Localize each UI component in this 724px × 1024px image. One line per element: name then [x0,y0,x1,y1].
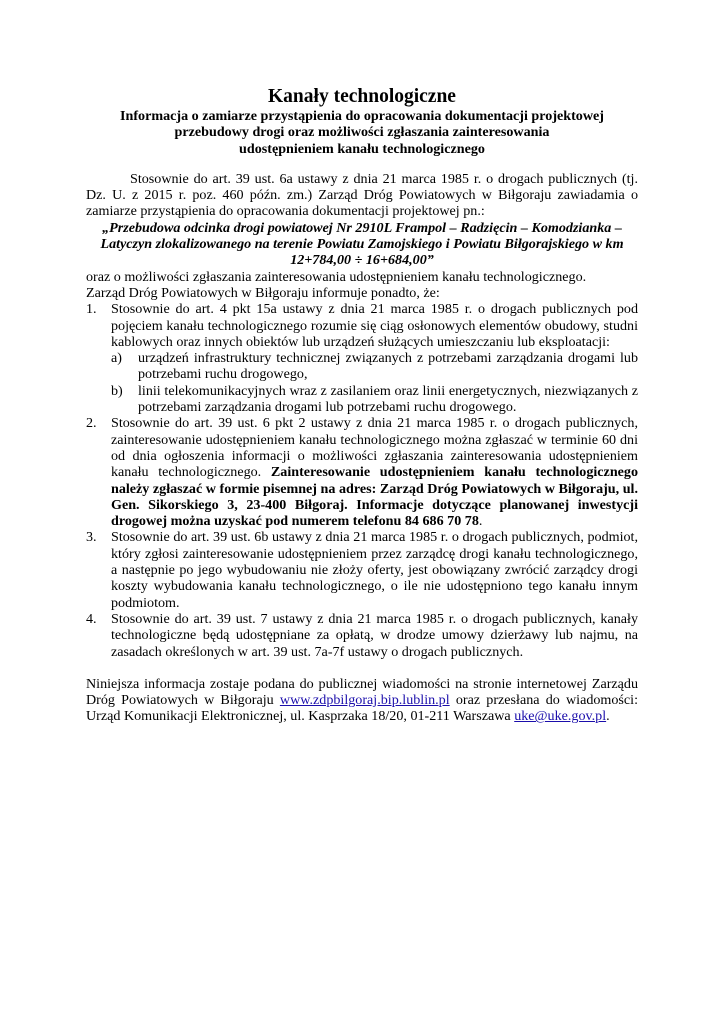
sub-item-letter: a) [111,350,122,367]
spacer [86,157,638,171]
intro-paragraph: Stosownie do art. 39 ust. 6a ustawy z dnia 21 marca 1985 r. o drogach publicznych (tj. Dz. U. z 2015 r. poz. 460 późn. zm.) Zarząd Dróg Powiatowych w Biłgoraju zawiadamia o zamiarze przystąpienia do opracowania dokumentacji projektowej pn.: [86,170,638,220]
list-item-text: Stosownie do art. 39 ust. 7 ustawy z dnia 21 marca 1985 r. o drogach publicznych, kanały technologiczne będą udostępniane za opłatą, w drodze umowy dzierżawy lub najmu, na zasadach określonych w art. 39 ust. 7a-7f ustawy o drogach publicznych. [111,610,638,660]
list-number: 2. [86,415,97,432]
list-item-1 [86,301,638,415]
page-title: Kanały technologiczne [268,86,456,107]
list-item-text: Stosownie do art. 39 ust. 6 pkt 2 ustawy z dnia 21 marca 1985 r. o drogach publicznych, zainteresowanie udostępnieniem kanału technologicznego można zgłaszać w terminie 60 dni od dnia ogłoszenia informacji o możliwości zgłaszania zainteresowania udostępnieniem kanału technologicznego. [111,415,638,481]
project-name: „Przebudowa odcinka drogi powiatowej Nr 2910L Frampol – Radzięcin – Komodzianka – Latyczyn zlokalizowanego na terenie Powiatu Zamojskiego i Powiatu Biłgorajskiego w km 12+784,00 ÷ 16+684,00” [100,219,624,269]
sub-item-a [111,350,638,383]
sub-item-text: urządzeń infrastruktury technicznej związanych z potrzebami zarządzania drogami lub potrzebami ruchu drogowego, [138,350,638,383]
list-item-3 [86,529,638,610]
closing-paragraph [86,676,638,725]
list-item-text: Stosownie do art. 4 pkt 15a ustawy z dnia 21 marca 1985 r. o drogach publicznych pod pojęciem kanału technologicznego rozumie się ciąg osłonowych elementów obudowy, studni kablowych oraz innych obiektów lub urządzeń służących umieszczaniu lub eksploatacji: [111,301,638,350]
document-body [86,86,638,725]
list-item-body [111,415,638,529]
closing-text-before-link: Niniejsza informacja zostaje podana do publicznej wiadomości na stronie internetowej Zarządu Dróg Powiatowych w Biłgoraju [86,675,638,709]
list-item-text: Stosownie do art. 39 ust. 6b ustawy z dnia 21 marca 1985 r. o drogach publicznych, podmiot, który zgłosi zainteresowanie udostępnieniem przez zarządcę drogi kanału technologicznego, a następnie po jego wybudowaniu nie złoży oferty, jest obowiązany zwrócić zarządcy drogi koszty wybudowania kanału technologicznego, o ile nie udostępniono tego kanału innym podmiotom. [111,529,638,611]
list-number: 3. [86,529,97,546]
subtitle-line-1: Informacja o zamiarze przystąpienia do opracowania dokumentacji projektowej [120,108,604,124]
subtitle-line-3: udostępnieniem kanału technologicznego [239,140,485,157]
intro-line-informs: Zarząd Dróg Powiatowych w Biłgoraju informuje ponadto, że: [86,284,440,301]
list-item-body [111,301,638,415]
sub-item-text: linii telekomunikacyjnych wraz z zasilaniem oraz linii energetycznych, niezwiązanych z potrzebami zarządzania drogami lub potrzebami ruchu drogowego. [138,382,638,416]
list-item-end: . [478,513,483,530]
website-link[interactable]: www.zdpbilgoraj.bip.lublin.pl [279,692,450,709]
list-item-2 [86,415,638,529]
email-link[interactable]: uke@uke.gov.pl [514,708,607,725]
subtitle-line-2: przebudowy drogi oraz możliwości zgłaszania zainteresowania [174,124,550,141]
list-item-4 [86,611,638,660]
sub-item-b [111,383,638,416]
list-number: 1. [86,301,97,318]
sub-item-letter: b) [111,382,123,399]
closing-end: . [606,708,610,725]
closing-text-after-link: oraz przesłana do wiadomości: Urząd Komunikacji Elektronicznej, ul. Kasprzaka 18/20, 01-211 Warszawa [86,692,639,725]
list-item-bold-text: Zainteresowanie udostępnieniem kanału technologicznego należy zgłaszać w formie pisemnej na adres: Zarząd Dróg Powiatowych w Biłgoraju, ul. Gen. Sikorskiego 3, 23-400 Biłgoraj. Informacje dotyczące planowanej inwestycji drogowej można uzyskać pod numerem telefonu 84 686 70 78 [111,464,639,530]
list-number: 4. [86,610,97,627]
intro-line-after-project: oraz o możliwości zgłaszania zainteresowania udostępnieniem kanału technologicznego. [86,268,587,285]
